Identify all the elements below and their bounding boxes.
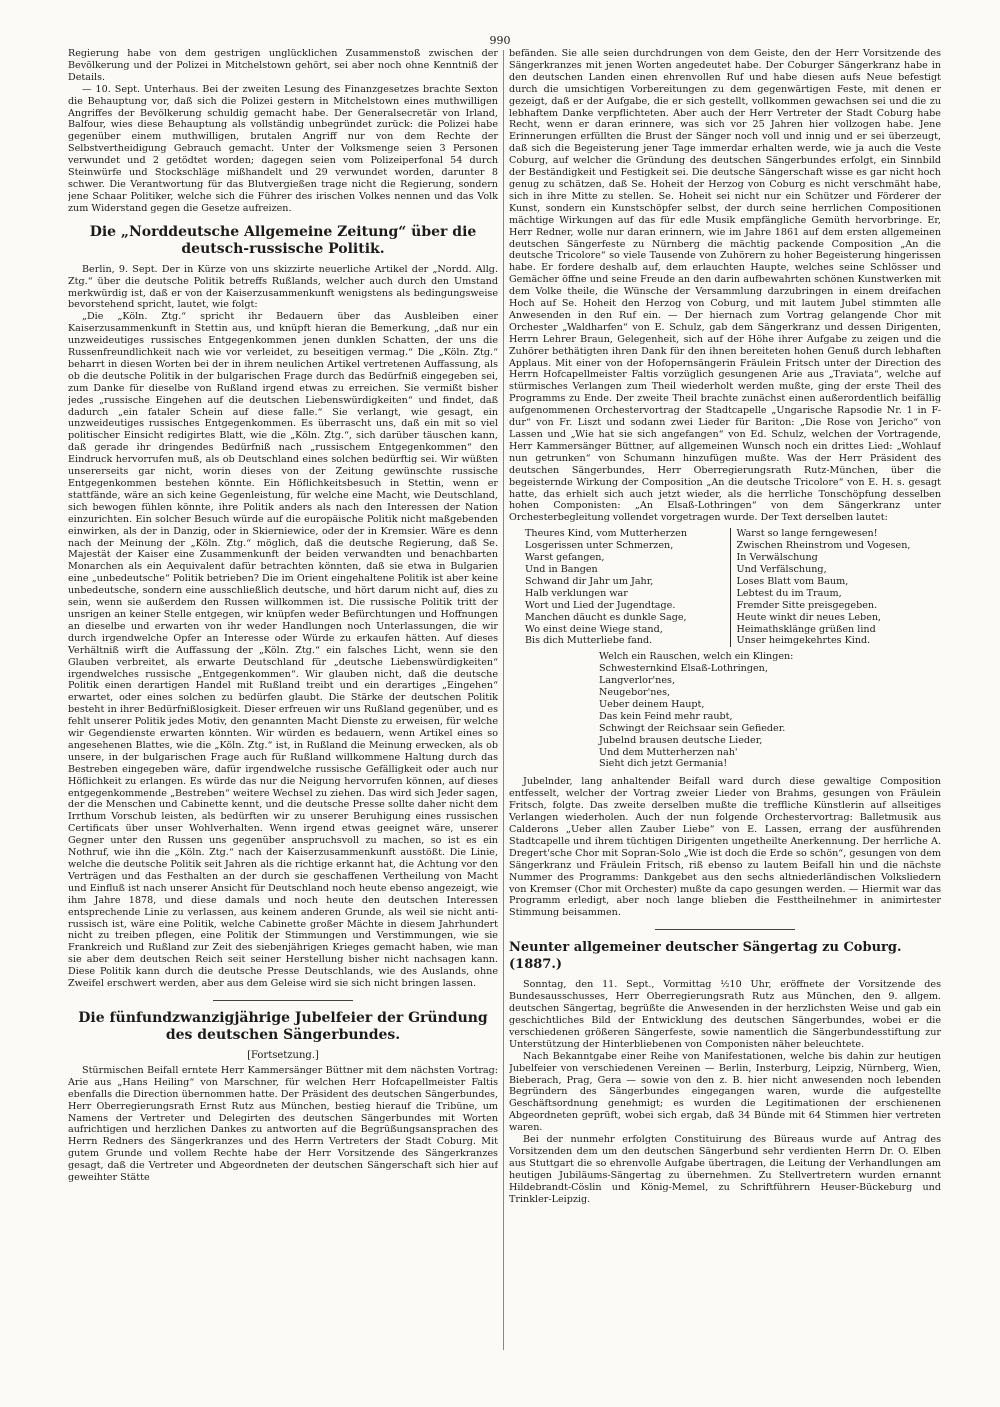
poem-line: Manchen däucht es dunkle Sage, xyxy=(525,611,687,623)
paragraph: Bei der nunmehr erfolgten Constituirung des Büreaus wurde auf Antrag des Vorsitzenden dem um den deutschen Sängerbund sehr verdienten Herrn Dr. O. Elben aus Stuttgart die so ehrenvolle Aufgabe übertragen, die Leitung der Verhandlungen am heutigen Jubiläums-Sängertag zu übernehmen. Zu Stellvertretern wurden ernannt Hildebrandt-Cöslin und König-Memel, zu Schriftführern Heuser-Bückeburg und Trinkler-Leipzig. xyxy=(509,1134,941,1205)
left-column xyxy=(68,48,498,1353)
poem-line: Halb verklungen war xyxy=(525,587,628,599)
poem-line: Heimathsklänge grüßen lind xyxy=(736,623,876,635)
page-number: 990 xyxy=(489,34,511,47)
poem-line: Warst gefangen, xyxy=(525,552,605,564)
paragraph: Jubelnder, lang anhaltender Beifall ward durch diese gewaltige Composition entfesselt, welcher der Vortrag zweier Lieder von Brahms, gesungen von Fräulein Fritsch, folgte. Das zweite derselben mußte die treffliche Künstlerin auf allseitiges Verlangen wiederholen. Auch der nun folgende Orchestervortrag: Balletmusik aus Calderons „Ueber allen Zauber Liebe“ von E. Lassen, errang der ausführenden Stadtcapelle und ihrem tüchtigen Dirigenten ungetheilte Anerkennung. Der herrliche A. Dregert'sche Chor mit Sopran-Solo „Wie ist doch die Erde so schön“, gesungen von dem Sängerkranz und Fräulein Fritsch, riß ebenso zu lautem Beifall hin und die nächste Nummer des Programms: Dankgebet aus den sechs altniederländischen Volksliedern von Kremser (Chor mit Orchester) mußte da capo gesungen werden. — Hiermit war das Programm erledigt, aber noch lange blieben die Festtheilnehmer in animirtester Stimmung beisammen. xyxy=(509,776,941,919)
poem-line: Lebtest du im Traum, xyxy=(736,587,842,599)
poem-line: Neugebor'nes, xyxy=(599,687,671,699)
paragraph: Sonntag, den 11. Sept., Vormittag ½10 Uhr, eröffnete der Vorsitzende des Bundesausschusses, Herr Oberregierungsrath Rutz aus München, den 9. allgem. deutschen Sängertag, begrüßte die Anwesenden in der herzlichsten Weise und gab ein geschichtliches Bild der Entwicklung des deutschen Sängerbundes, wobei er die verschiedenen größeren Sängerfeste, sowie namentlich die Sängerbundesstiftung zur Unterstützung der Hinterbliebenen von Componisten näher beleuchtete. xyxy=(509,979,941,1050)
paragraph: Nach Bekanntgabe einer Reihe von Manifestationen, welche bis dahin zur heutigen Jubelfeier von verschiedenen Vereinen — Berlin, Insterburg, Leipzig, Nürnberg, Wien, Bieberach, Prag, Gera — sowie von den z. B. hier nicht anwesenden noch lebenden Begründern des Sängerbundes eingegangen waren, wurde die aufgestellte Geschäftsordnung genehmigt; es wurden die Legitimationen der erschienenen Abgeordneten geprüft, wobei sich ergab, daß 34 Bünde mit 64 Stimmen hier vertreten waren. xyxy=(509,1050,941,1134)
poem-line: Zwischen Rheinstrom und Vogesen, xyxy=(736,540,911,552)
article-headline xyxy=(509,939,941,973)
poem-line: Welch ein Rauschen, welch ein Klingen: xyxy=(599,651,794,663)
paragraph: befänden. Sie alle seien durchdrungen von dem Geiste, den der Herr Vorsitzende des Sängerkranzes mit jenen Worten angedeutet habe. Der Coburger Sängerkranz habe in den deutschen Landen einen ehrenvollen Ruf und habe diesen aufs Neue befestigt durch die umsichtigen Vorbereitungen zu dem gegenwärtigen Feste, mit denen er gezeigt, daß er der Aufgabe, die er sich gestellt, vollkommen gewachsen sei und die zu lebhaftem Danke verpflichteten. Aber auch der Herr Vertreter der Stadt Coburg habe Recht, wenn er daran erinnere, was sich vor 25 Jahren hier vollzogen habe. Jene Erinnerungen erfüllten die Brust der Sänger noch voll und innig und er sei überzeugt, daß sich die Begeisterung jener Tage immerdar erhalten werde, wie ja auch die Veste Coburg, auf welcher die Gründung des deutschen Sängerbundes erfolgt, ein Sinnbild der Beständigkeit und Festigkeit sei. Die deutsche Sängerschaft wisse es gar nicht hoch genug zu schätzen, daß Se. Hoheit der Herzog von Coburg es nicht verschmäht habe, sich in ihre Mitte zu stellen. Se. Hoheit sei nicht nur ein Schützer und Förderer der Kunst, sondern ein Kunstschöpfer selbst, der durch seine herrlichen Compositionen mächtige Wirkungen auf das für edle Musik empfängliche Gemüth hervorbringe. Er, Herr Redner, wolle nur daran erinnern, wie im Jahre 1861 auf dem ersten allgemeinen deutschen Sängerfeste zu Nürnberg die mächtig packende Composition „An die deutsche Tricolore“ so viele Tausende von Zuhörern zu hoher Begeisterung hingerissen habe. Er fordere deshalb auf, dem erlauchten Haupte, welches seine Schlösser und Gemächer öffne und seine Freude an den darin aufbewahrten schönen Kunstwerken mit dem Volke theile, die Wünsche der Versammlung darzubringen in einem dreifachen Hoch auf Se. Hoheit den Herzog von Coburg, und mit lautem Jubel stimmten alle Anwesenden in den Ruf ein. — Der hiernach zum Vortrag gelangende Chor mit Orchester „Waldharfen“ von E. Schulz, gab dem Sängerkranz und dessen Dirigenten, Herrn Lehrer Braun, Gelegenheit, sich auf der Höhe ihrer Aufgabe zu zeigen und die Zuhörer bethätigten ihren Dank für den ihnen bereiteten hohen Genuß durch lebhaften Applaus. Mit einer von der Hofopernsängerin Fräulein Fritsch unter der Direction des Herrn Hofcapellmeister Faltis vorzüglich gesungenen Arie aus „Traviata“, welche auf stürmisches Verlangen zum Theil wiederholt werden mußte, ging der erste Theil des Programms zu Ende. Der zweite Theil brachte zunächst einen außerordentlich beifällig aufgenommenen Orchestervortrag der Stadtcapelle „Ungarische Rapsodie Nr. 1 in F-dur“ von Fr. Liszt und sodann zwei Lieder für Bariton: „Die Rose von Jericho“ von Lassen und „Wie hat sie sich angefangen“ von Ed. Schulz, welchen der Vortragende, Herr Kammersänger Büttner, auf allgemeinen Wunsch noch ein drittes Lied: „Wohlauf nun getrunken“ von Schumann hinzufügen mußte. Was der Herr Präsident des deutschen Sängerbundes, Herr Oberregierungsrath Rutz-München, über die begeisternde Wirkung der Composition „An die deutsche Tricolore“ von E. H. s. gesagt hatte, das erhielt sich auch jetzt wieder, als die herrliche Tonschöpfung desselben hohen Componisten: „An Elsaß-Lothringen“ von dem Sängerkranz unter Orchesterbegleitung vollendet vorgetragen wurde. Der Text derselben lautet: xyxy=(509,48,941,524)
poem-line: Schwesternkind Elsaß-Lothringen, xyxy=(599,663,768,675)
poem-stanza-bottom xyxy=(599,651,941,770)
poem-line: Loses Blatt vom Baum, xyxy=(736,575,849,587)
paragraph: Stürmischen Beifall erntete Herr Kammersänger Büttner mit dem nächsten Vortrag: Arie aus „Hans Heiling“ von Marschner, für welchen Herr Hofcapellmeister Faltis ebenfalls die Direction übernommen hatte. Der Präsident des deutschen Sängerbundes, Herr Oberregierungsrath Ernst Rutz aus München, bestieg hierauf die Tribüne, um Namens der Vertreter und Delegirten des deutschen Sängerbundes mit Worten aufrichtigen und herzlichen Dankes zu antworten auf die Begrüßungsansprachen des Herrn Redners des Sängerkranzes und des Herrn Vertreters der Stadt Coburg. Mit gutem Grunde und vollem Rechte habe der Herr Vorsitzende des Sängerkranzes gesagt, daß die Vertreter und Abgeordneten der deutschen Sängerschaft sich hier auf geweihter Stätte xyxy=(68,1064,498,1184)
poem-line: Bis dich Mutterliebe fand. xyxy=(525,635,653,647)
right-column xyxy=(509,48,941,1353)
poem-stanza-right xyxy=(731,528,942,647)
paragraph: Berlin, 9. Sept. Der in Kürze von uns skizzirte neuerliche Artikel der „Nordd. Allg. Ztg.“ über die deutsche Politik betreffs Rußlands, welcher auch durch den Umstand merkwürdig ist, daß er von der Kaiserzusammenkunft wenigstens als bedingungsweise bevorstehend spricht, lautet, wie folgt: xyxy=(68,263,498,311)
headline-text: Neunter allgemeiner deutscher Sängertag zu Coburg. xyxy=(509,940,902,956)
paragraph: — 10. Sept. Unterhaus. Bei der zweiten Lesung des Finanzgesetzes brachte Sexton die Behauptung vor, daß sich die Polizei gestern in Mitchelstown eines muthwilligen Angriffes der Bevölkerung schuldig gemacht habe. Der Generalsecretär von Irland, Balfour, wies diese Behauptung als vollständig unbegründet zurück: die Polizei habe gegenüber einem muthwilligen, brutalen Angriff nur von dem Rechte der Selbstvertheidigung Gebrauch gemacht. Unter der Volksmenge seien 3 Personen verwundet und 2 getödtet worden; dagegen seien vom Polizeiperfonal 54 durch Steinwürfe und Stockschläge mißhandelt und 29 verwundet worden, darunter 8 schwer. Die Verantwortung für das Blutvergießen trage nicht die Regierung, sondern jene Schaar Politiker, welche sich die Führer des irischen Volkes nennen und das Volk zum Widerstand gegen die Gesetze aufreizen. xyxy=(68,83,498,214)
poem-line: Jubelnd brausen deutsche Lieder, xyxy=(599,734,763,746)
poem-line: Losgerissen unter Schmerzen, xyxy=(525,540,674,552)
poem-line: Warst so lange ferngewesen! xyxy=(736,528,878,540)
separator-rule xyxy=(213,1000,353,1001)
continuation-note: [Fortsetzung.] xyxy=(247,1049,319,1061)
poem-line: Langverlor'nes, xyxy=(599,675,675,687)
poem-block xyxy=(519,528,941,647)
poem-line: Und dem Mutterherzen nah' xyxy=(599,746,738,758)
poem-line: Und Verfälschung, xyxy=(736,563,827,575)
poem-line: Heute winkt dir neues Leben, xyxy=(736,611,882,623)
poem-line: Schwingt der Reichsaar sein Gefieder. xyxy=(599,722,786,734)
poem-line: Das kein Feind mehr raubt, xyxy=(599,710,733,722)
article-headline: Die „Norddeutsche Allgemeine Zeitung“ über die deutsch-russische Politik. xyxy=(89,223,477,257)
separator-rule xyxy=(655,929,795,930)
poem-line: In Verwälschung xyxy=(736,552,818,564)
poem-line: Schwand dir Jahr um Jahr, xyxy=(525,575,654,587)
poem-line: Wo einst deine Wiege stand, xyxy=(525,623,663,635)
column-divider xyxy=(503,50,504,1350)
poem-line: Und in Bangen xyxy=(525,563,598,575)
poem-stanza-left xyxy=(519,528,731,647)
poem-line: Wort und Lied der Jugendtage. xyxy=(525,599,676,611)
paragraph: „Die „Köln. Ztg.“ spricht ihr Bedauern über das Ausbleiben einer Kaiserzusammenkunft in Stettin aus, und knüpft hieran die Bemerkung, „daß nur ein unzweideutiges russisches Entgegenkommen jenen dunklen Schatten, der uns die Russenfreundlichkeit nach wie vor verleidet, zu beseitigen vermag.“ Die „Köln. Ztg.“ beharrt in diesen Worten bei der in ihrem neulichen Artikel vertretenen Auffassung, als ob die deutsche Politik in der bulgarischen Frage durch das Bedürfniß eingegeben sei, zum Danke für dieselbe von Rußland irgend etwas zu erreichen. Sie vermißt bisher jedes „russische Eingehen auf die deutschen Liebenswürdigkeiten“ und findet, daß dadurch „ein fataler Schein auf diese falle.“ Sie verlangt, wie gesagt, ein unzweideutiges russisches Entgegenkommen. Es überrascht uns, daß ein mit so viel politischer Einsicht redigirtes Blatt, wie die „Köln. Ztg.“, sich darüber täuschen kann, daß gerade ihr dringendes Bedürfniß nach „russischem Entgegenkommen“ den Eindruck hervorrufen muß, als ob Deutschland eines solchen bedürftig sei. Wir wüßten unsererseits gar nicht, worin dieses von der Zeitung gewünschte russische Entgegenkommen bestehen könnte. Ein Höflichkeitsbesuch in Stettin, wenn er stattfände, wäre an sich keine Gegenleistung, für welche eine Macht, wie Deutschland, sich bewogen fühlen könnte, ihre Politik anders als nach den Interessen der Nation einzurichten. Ein solcher Besuch würde auf die europäische Politik nicht maßgebenden einwirken, als der in Danzig, oder in Skierniewice, oder der in Kremsier. Wäre es denn nach der Meinung der „Köln. Ztg.“ möglich, daß die deutsche Regierung, daß Se. Majestät der Kaiser eine Zusammenkunft der beiden verwandten und benachbarten Monarchen als ein Aequivalent dafür betrachten könnten, daß sie etwa in Bulgarien eine „unbedeutsche“ Politik betrieben? Die im Orient eingehaltene Politik ist aber keine unbedeutsche, sondern eine ausschließlich deutsche, und hört darum nicht auf, dies zu sein, wenn sie außerdem den Russen willkommen ist. Die russische Politik tritt der unsrigen an keiner Stelle entgegen, wir knüpfen weder Befürchtungen und Hoffnungen an dieselbe und erwarten von ihr weder Handlungen noch Unterlassungen, die wir durch irgendwelche Opfer an Interesse oder Würde zu erkaufen hätten. Auf dieses Verhältniß wirft die Auffassung der „Köln. Ztg.“ ein falsches Licht, wenn sie den Glauben verbreitet, als erwarte Deutschland für „deutsche Liebenswürdigkeiten“ irgendwelches russische „Entgegenkommen“. Wir glauben nicht, daß die deutsche Politik einen derartigen Handel mit Rußland treibt und ein derartiges „Eingehen“ erwartet, oder eines solchen zu bedürfen glaubt. Die Stärke der deutschen Politik besteht in ihrer Bedürfnißlosigkeit. Dieser erfreuen wir uns Rußland gegenüber, und es fehlt unserer Politik jedes Motiv, den genannten Macht Dienste zu erweisen, für welche wir Gegendienste erwarten könnten. Wir würden es bedauern, wenn Artikel eines so angesehenen Blattes, wie die „Köln. Ztg.“ ist, in Rußland die Meinung erwecken, als ob unsere, in der bulgarischen Frage auch für Rußland willkommene Haltung durch das Bestreben eingegeben wäre, dafür irgendwelche russische Gefälligkeit oder auch nur Höflichkeit zu erlangen. Es würde das nur die Neigung hervorrufen können, auf dieses entgegenkommende „Bestreben“ weitere Wechsel zu ziehen. Das wird sich Jeder sagen, der die Menschen und Cabinette kennt, und die deutsche Presse sollte daher nicht dem Irrthum Vorschub leisten, als bedürften wir zu unserer Beruhigung eines russischen Certificats über unser Wohlverhalten. Wenn irgend etwas geeignet wäre, unserer Gegner unter den Russen uns gegenüber anspruchsvoll zu machen, so ist es ein Nothruf, wie ihn die „Köln. Ztg.“ nach der Kaiserzusammenkunft ausstößt. Die Linie, welche die deutsche Politik seit Jahren als die richtige erkannt hat, die Achtung vor den Verträgen und das Festhalten an der durch sie geschaffenen Vertheilung von Macht und Einfluß ist nach unserer Ansicht für Deutschland noch heute ebenso angezeigt, wie ihm Jahre 1878, und diese damals und noch heute den deutschen Interessen entsprechende Linie zu verlassen, aus keinem anderen Grunde, als weil sie nicht anti-russisch ist, wäre eine Politik, welche Cabinette großer Mächte in diesem Jahrhundert nicht zu treiben pflegen, eine Politik der Stimmungen und Verstimmungen, wie sie Frankreich und Rußland zur Zeit des siebenjährigen Krieges gemacht haben, wie man sie aber dem deutschen Reich seit seiner Herstellung bisher nicht nachsagen kann. Diese Politik kann durch die deutsche Presse Deutschlands, wie des Auslands, ohne Zweifel erschwert werden, aber aus dem Geleise wird sie sich nicht bringen lassen. xyxy=(68,311,498,990)
paragraph: Regierung habe von dem gestrigen unglücklichen Zusammenstoß zwischen der Bevölkerung und der Polizei in Mitchelstown gehört, sei aber noch ohne Kenntniß der Details. xyxy=(68,48,498,83)
poem-line: Ueber deinem Haupt, xyxy=(599,698,705,710)
poem-line: Fremder Sitte preisgegeben. xyxy=(736,599,878,611)
poem-line: Unser heimgekehrtes Kind. xyxy=(736,635,871,647)
poem-line: Sieht dich jetzt Germania! xyxy=(599,758,728,770)
article-headline: Die fünfundzwanzigjährige Jubelfeier der Gründung des deutschen Sängerbundes. xyxy=(78,1009,488,1043)
poem-line: Theures Kind, vom Mutterherzen xyxy=(525,528,687,540)
headline-year: (1887.) xyxy=(509,957,563,973)
